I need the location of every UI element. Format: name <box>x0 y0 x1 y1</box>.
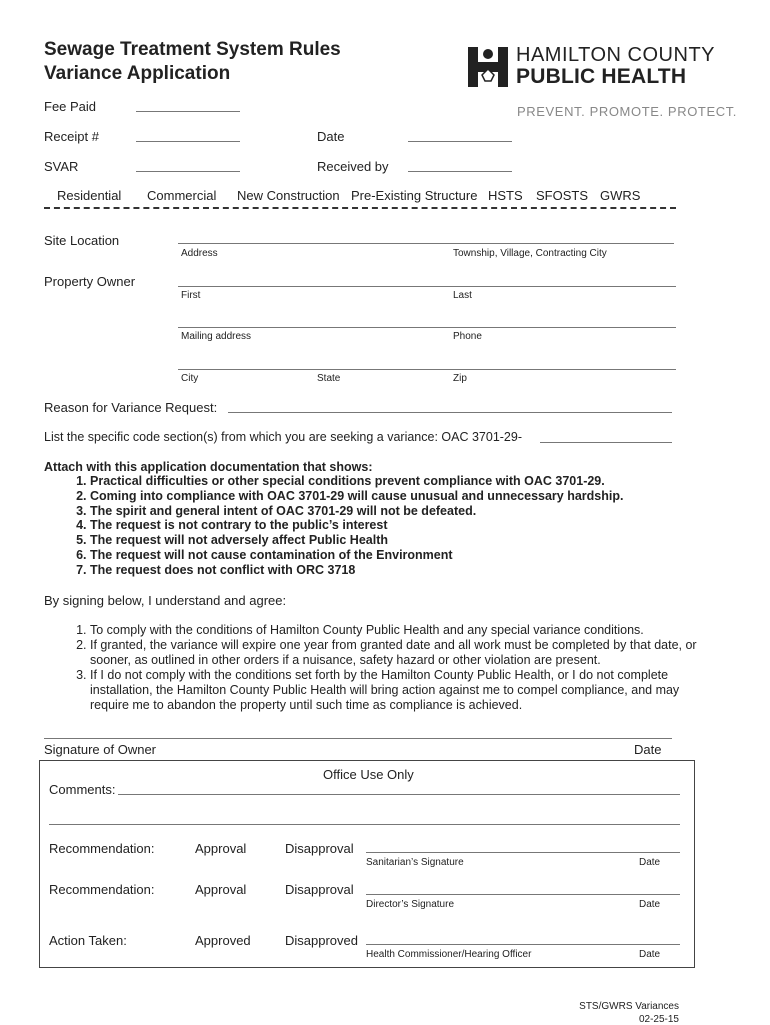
section-divider <box>44 207 676 209</box>
title-line-1: Sewage Treatment System Rules <box>44 39 341 60</box>
svar-label: SVAR <box>44 159 79 174</box>
logo-name-line-1: HAMILTON COUNTY <box>516 44 715 66</box>
township-caption: Township, Village, Contracting City <box>453 248 607 259</box>
reason-field[interactable] <box>228 412 672 413</box>
code-section-label: List the specific code section(s) from which you are seeking a variance: OAC 3701-29- <box>44 430 523 444</box>
city-caption: City <box>181 373 199 384</box>
commissioner-date-caption: Date <box>639 949 661 960</box>
page-title <box>44 38 404 86</box>
attach-item: 6. The request will not cause contamination of the Environment <box>90 548 690 563</box>
code-section-field[interactable] <box>540 442 672 443</box>
action-taken-label: Action Taken: <box>49 933 127 948</box>
received-by-label: Received by <box>317 159 389 174</box>
approval-option[interactable]: Approval <box>195 841 247 856</box>
fee-paid-label: Fee Paid <box>44 99 97 114</box>
comments-label: Comments: <box>49 782 116 797</box>
category-residential[interactable]: Residential <box>57 188 122 203</box>
footer-form-name: STS/GWRS Variances <box>579 1001 679 1012</box>
property-owner-label: Property Owner <box>44 274 136 289</box>
attach-item: 7. The request does not conflict with ORC 3718 <box>90 563 690 578</box>
director-date-caption: Date <box>639 899 661 910</box>
office-use-title: Office Use Only <box>323 767 414 782</box>
category-hsts[interactable]: HSTS <box>488 188 523 203</box>
title-line-2: Variance Application <box>44 63 231 84</box>
agree-item: 1. To comply with the conditions of Hamilton County Public Health and any special variance conditions. <box>90 623 700 638</box>
signature-date-label: Date <box>634 742 662 757</box>
hamilton-county-logo-icon <box>466 45 510 89</box>
attach-item: 2. Coming into compliance with OAC 3701-29 will cause unusual and unnecessary hardship. <box>90 489 690 504</box>
logo-name-line-2: PUBLIC HEALTH <box>516 65 687 88</box>
category-gwrs[interactable]: GWRS <box>600 188 641 203</box>
disapproval-option[interactable]: Disapproval <box>285 882 354 897</box>
state-caption: State <box>317 373 341 384</box>
agree-item: 2. If granted, the variance will expire one year from granted date and all work must be completed by that date, or sooner, as outlined in other orders if a nuisance, safety hazard or other violation are present. <box>90 638 700 668</box>
mailing-caption: Mailing address <box>181 331 252 342</box>
footer-revision-date: 02-25-15 <box>638 1014 679 1025</box>
owner-name-field[interactable] <box>178 286 676 287</box>
owner-signature-field[interactable] <box>44 738 672 739</box>
agree-title: By signing below, I understand and agree: <box>44 593 287 608</box>
date-label: Date <box>317 129 345 144</box>
attach-list <box>44 474 690 578</box>
sanitarian-date-caption: Date <box>639 857 661 868</box>
comments-field-2[interactable] <box>49 824 680 825</box>
category-sfosts[interactable]: SFOSTS <box>536 188 589 203</box>
attach-title: Attach with this application documentation that shows: <box>44 460 373 474</box>
category-pre-existing[interactable]: Pre-Existing Structure <box>351 188 478 203</box>
received-by-field[interactable] <box>408 171 512 172</box>
disapproved-option[interactable]: Disapproved <box>285 933 358 948</box>
agree-list <box>44 623 700 713</box>
date-field[interactable] <box>408 141 512 142</box>
mailing-address-field[interactable] <box>178 327 676 328</box>
attach-item: 5. The request will not adversely affect Public Health <box>90 533 690 548</box>
commissioner-signature-field[interactable] <box>366 944 680 945</box>
category-new-construction[interactable]: New Construction <box>237 188 340 203</box>
recommendation-label: Recommendation: <box>49 841 155 856</box>
last-caption: Last <box>453 290 472 301</box>
fee-paid-field[interactable] <box>136 111 240 112</box>
site-location-field[interactable] <box>178 243 674 244</box>
phone-caption: Phone <box>453 331 482 342</box>
sanitarian-signature-field[interactable] <box>366 852 680 853</box>
site-location-label: Site Location <box>44 233 120 248</box>
address-caption: Address <box>181 248 218 259</box>
disapproval-option[interactable]: Disapproval <box>285 841 354 856</box>
city-state-zip-field[interactable] <box>178 369 676 370</box>
comments-field[interactable] <box>118 794 680 795</box>
category-commercial[interactable]: Commercial <box>147 188 217 203</box>
reason-label: Reason for Variance Request: <box>44 400 218 415</box>
first-caption: First <box>181 290 201 301</box>
sanitarian-signature-caption: Sanitarian’s Signature <box>366 857 464 868</box>
attach-item: 3. The spirit and general intent of OAC 3701-29 will not be defeated. <box>90 504 690 519</box>
signature-owner-label: Signature of Owner <box>44 742 157 757</box>
approval-option[interactable]: Approval <box>195 882 247 897</box>
receipt-label: Receipt # <box>44 129 99 144</box>
approved-option[interactable]: Approved <box>195 933 251 948</box>
attach-item: 4. The request is not contrary to the public’s interest <box>90 518 690 533</box>
commissioner-signature-caption: Health Commissioner/Hearing Officer <box>366 949 532 960</box>
director-signature-caption: Director’s Signature <box>366 899 455 910</box>
svar-field[interactable] <box>136 171 240 172</box>
attach-item: 1. Practical difficulties or other special conditions prevent compliance with OAC 3701-29. <box>90 474 690 489</box>
zip-caption: Zip <box>453 373 467 384</box>
agree-item: 3. If I do not comply with the conditions set forth by the Hamilton County Public Health, or I do not complete installation, the Hamilton County Public Health will bring action against me to compel compliance, and may require me to abandon the property until such time as compliance is achieved. <box>90 668 700 713</box>
director-signature-field[interactable] <box>366 894 680 895</box>
recommendation-label: Recommendation: <box>49 882 155 897</box>
receipt-field[interactable] <box>136 141 240 142</box>
logo-tagline: PREVENT. PROMOTE. PROTECT. <box>517 104 738 119</box>
